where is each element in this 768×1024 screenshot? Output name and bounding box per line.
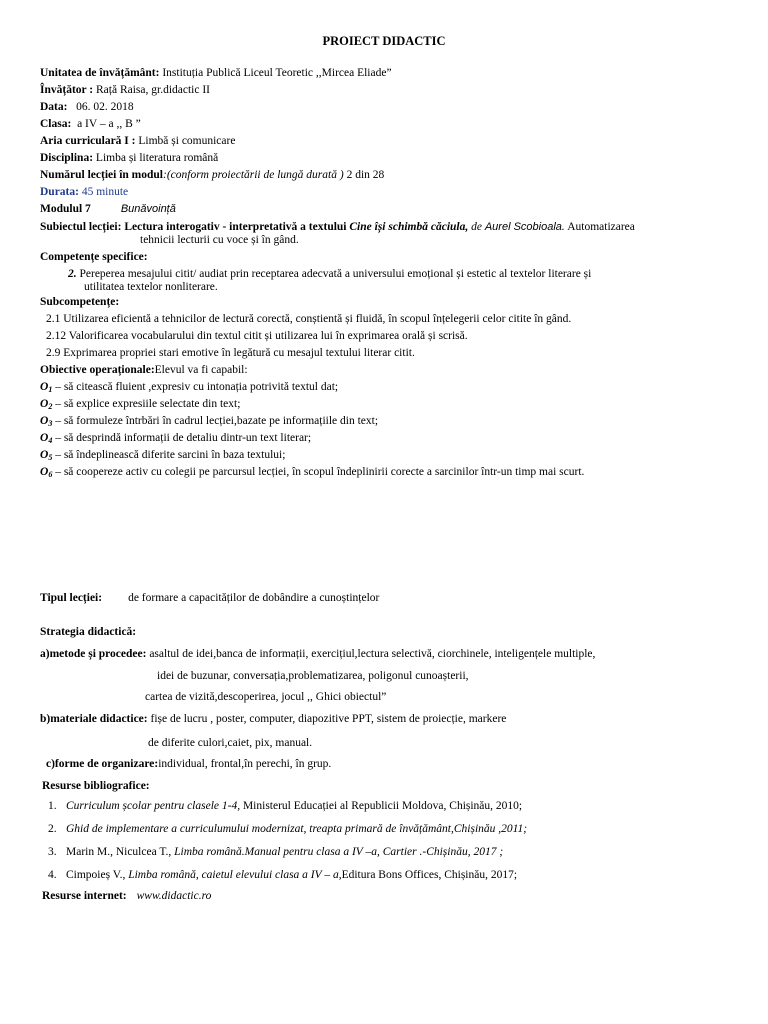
obiectiv-code: O (40, 432, 49, 444)
durata-label: Durata: (40, 186, 79, 198)
resursa-num: 3. (48, 846, 57, 858)
resurse-list (48, 799, 748, 891)
obiectiv-text: – să coopereze activ cu colegii pe parcursul lecției, în scopul îndeplinirii corecte a sarcinilor într-un timp mai scurt. (52, 466, 585, 478)
resursa-rest: Ministerul Educației al Republicii Moldova, Chișinău, 2010; (240, 800, 523, 812)
clasa-label: Clasa: (40, 118, 72, 130)
numarul-value: 2 din 28 (343, 169, 385, 181)
internet-link[interactable]: www.didactic.ro (136, 890, 212, 902)
strategia-label (40, 625, 136, 640)
page-title: PROIECT DIDACTIC (322, 34, 446, 48)
disciplina-value: Limba și literatura română (93, 152, 219, 164)
modulul-label: Modulul 7 (40, 203, 91, 215)
invatator-row (40, 83, 740, 100)
invatator-value: Rață Raisa, gr.didactic II (93, 84, 211, 96)
metode-row (40, 647, 595, 662)
resursa-italic: Limba română, caietul elevului clasa a IV – a, (128, 869, 342, 881)
aria-value: Limbă și comunicare (135, 135, 236, 147)
metode-label: a)metode și procedee: (40, 648, 147, 660)
internet-row (42, 889, 211, 904)
subcompetente-label-text: Subcompetențe: (40, 296, 120, 308)
materiale-label: b)materiale didactice: (40, 713, 148, 725)
competente-block (40, 250, 740, 297)
subiect-title: Cine își schimbă căciula, (349, 221, 469, 233)
obiectiv-num: 3 (48, 419, 53, 428)
obiectiv-code: O (40, 466, 49, 478)
obiectiv-code: O (40, 449, 49, 461)
durata-value: 45 minute (78, 186, 129, 198)
resursa-pre: Marin M., Niculcea T., (66, 846, 175, 858)
obiectiv-item (40, 431, 740, 448)
header-block (40, 66, 740, 219)
aria-label: Aria curriculară I : (40, 135, 136, 147)
resursa-pre: Cimpoieș V., (66, 869, 129, 881)
subiect-block (40, 220, 740, 250)
resursa-item (48, 822, 748, 845)
obiectiv-code: O (40, 415, 49, 427)
obiectiv-text: – să desprindă informații de detaliu dintr-un text literar; (52, 432, 312, 444)
data-row (40, 100, 740, 117)
metode-line-1: asaltul de idei,banca de informații, exercițiul,lectura selectivă, ciorchinele, inteligențele multiple, (146, 648, 596, 660)
clasa-value: a IV – a ,, B ” (71, 118, 141, 130)
obiective-label-row (40, 363, 740, 380)
subcompetenta-item: 2.9 Exprimarea propriei stari emotive în legătură cu mesajul textului literar citit. (46, 347, 415, 359)
unitatea-value: Instituția Publică Liceul Teoretic ,,Mircea Eliade” (159, 67, 392, 79)
subcompetente-block (40, 295, 740, 363)
obiectiv-text: – să formuleze întrbări în cadrul lecției,bazate pe informațiile din text; (52, 415, 379, 427)
invatator-label: Învățător : (40, 84, 94, 96)
obiectiv-item (40, 465, 740, 482)
obiectiv-num: 2 (48, 402, 53, 411)
resursa-italic: Limba română.Manual pentru clasa a IV –a, Cartier .-Chișinău, 2017 ; (174, 846, 504, 858)
resursa-item (48, 799, 748, 822)
obiective-block (40, 363, 740, 482)
data-value: 06. 02. 2018 (67, 101, 134, 113)
materiale-line-2: de diferite culori,caiet, pix, manual. (148, 737, 313, 749)
resurse-label (42, 779, 150, 794)
competente-line-2: utilitatea textelor nonliterare. (84, 281, 218, 293)
metode-line-3: cartea de vizită,descoperirea, jocul ,, Ghici obiectul” (145, 691, 387, 703)
obiectiv-text: – să citească fluient ,expresiv cu intonația potrivită textul dat; (52, 381, 339, 393)
subcompetente-label (40, 295, 740, 312)
clasa-row (40, 117, 740, 134)
obiectiv-code: O (40, 381, 49, 393)
resursa-item (48, 868, 748, 891)
subcompetenta-item: 2.12 Valorificarea vocabularului din textul citit și utilizarea lui în exprimarea orală și scrisă. (46, 330, 468, 342)
subcompetenta-item: 2.1 Utilizarea eficientă a tehnicilor de lectură corectă, conștientă și fluidă, în scopul înțelegerii celor citite în gând. (46, 313, 572, 325)
forme-label: c)forme de organizare: (46, 758, 159, 770)
tipul-label: Tipul lecției: (40, 592, 103, 604)
resurse-label-text: Resurse bibliografice: (42, 780, 150, 792)
internet-label: Resurse internet: (42, 890, 127, 902)
numarul-row (40, 168, 740, 185)
competente-label-text: Competențe specifice: (40, 251, 148, 263)
tipul-value: de formare a capacităților de dobândire a cunoștințelor (128, 592, 380, 604)
data-label: Data: (40, 101, 68, 113)
resursa-italic: Curriculum școlar pentru clasele 1-4, (66, 800, 241, 812)
forme-value: individual, frontal,în perechi, în grup. (158, 758, 332, 770)
aria-row (40, 134, 740, 151)
disciplina-label: Disciplina: (40, 152, 94, 164)
resursa-num: 1. (48, 800, 57, 812)
numarul-italic: :(conform proiectării de lungă durată ) (163, 169, 344, 181)
resursa-num: 2. (48, 823, 57, 835)
forme-row (46, 757, 331, 772)
resursa-rest: Editura Bons Offices, Chișinău, 2017; (341, 869, 518, 881)
unitatea-label: Unitatea de învățământ: (40, 67, 160, 79)
obiective-intro: Elevul va fi capabil: (154, 364, 248, 376)
obiectiv-item (40, 448, 740, 465)
resursa-num: 4. (48, 869, 57, 881)
obiectiv-code: O (40, 398, 49, 410)
subiect-author-prefix: de (468, 221, 485, 233)
numarul-label: Numărul lecției în modul (40, 169, 163, 181)
competente-number: 2. (68, 268, 77, 280)
tipul-row (40, 591, 379, 606)
strategia-label-text: Strategia didactică: (40, 626, 137, 638)
subiect-line-2: tehnicii lecturii cu voce și în gând. (140, 234, 299, 246)
obiectiv-item (40, 380, 740, 397)
competente-text-1: Pereperea mesajului citit/ audiat prin receptarea adecvată a universului emoțional și estetic al textelor literare și (76, 268, 592, 280)
obiectiv-num: 1 (48, 385, 53, 394)
resursa-italic: Ghid de implementare a curriculumului modernizat, treapta primară de învățământ,Chișinău ,2011; (66, 823, 528, 835)
materiale-row (40, 712, 506, 727)
metode-line-2: idei de buzunar, conversația,problematizarea, poligonul cunoașterii, (157, 670, 469, 682)
obiectiv-num: 6 (48, 470, 53, 479)
subiect-rest1: Automatizarea (564, 221, 635, 233)
obiective-label: Obiective operaționale: (40, 364, 155, 376)
competente-label (40, 250, 740, 267)
obiectiv-num: 5 (48, 453, 53, 462)
subiect-label: Subiectul lecției: Lectura interogativ - interpretativă a textului (40, 221, 350, 233)
obiectiv-item (40, 414, 740, 431)
obiectiv-item (40, 397, 740, 414)
durata-row (40, 185, 740, 202)
obiectiv-text: – să îndeplinească diferite sarcini în baza textului; (52, 449, 286, 461)
unitatea-row (40, 66, 740, 83)
materiale-line-1: fișe de lucru , poster, computer, diapozitive PPT, sistem de proiecție, markere (147, 713, 507, 725)
obiectiv-num: 4 (48, 436, 53, 445)
modulul-row (40, 202, 740, 219)
disciplina-row (40, 151, 740, 168)
obiectiv-text: – să explice expresiile selectate din text; (52, 398, 241, 410)
resursa-item (48, 845, 748, 868)
modulul-value: Bunăvoință (120, 203, 176, 215)
subiect-author: Aurel Scobioala. (484, 221, 565, 233)
